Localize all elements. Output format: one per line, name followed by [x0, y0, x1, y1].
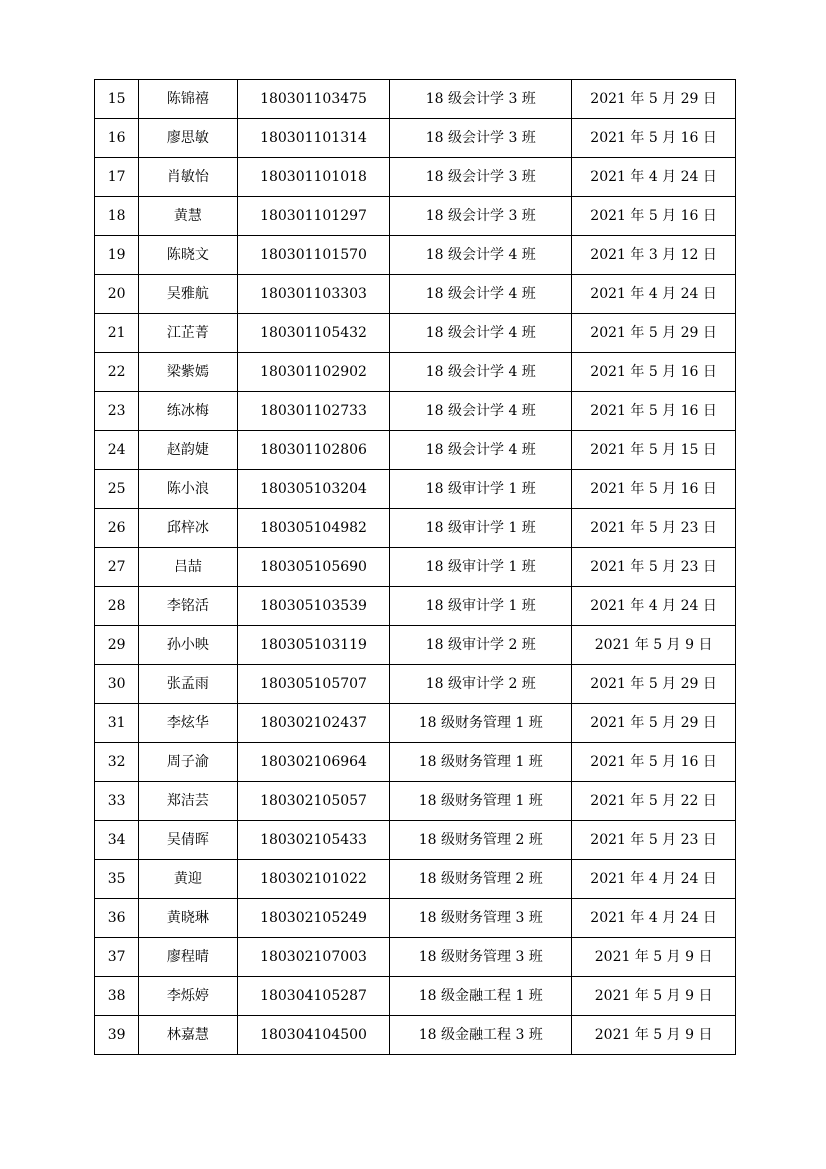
table-row [95, 899, 736, 938]
student-id-cell: 180305104982 [237, 509, 390, 548]
class-name-cell: 18 级金融工程 1 班 [390, 977, 572, 1016]
date-cell: 2021 年 5 月 23 日 [572, 548, 736, 587]
table-row [95, 626, 736, 665]
row-number-cell: 15 [95, 80, 139, 119]
student-name-cell: 陈晓文 [139, 236, 237, 275]
class-name-cell: 18 级会计学 4 班 [390, 431, 572, 470]
class-name-cell: 18 级会计学 3 班 [390, 80, 572, 119]
table-row [95, 782, 736, 821]
table-row [95, 236, 736, 275]
table-row [95, 431, 736, 470]
table-row [95, 197, 736, 236]
class-name-cell: 18 级会计学 4 班 [390, 236, 572, 275]
student-name-cell: 李烁婷 [139, 977, 237, 1016]
student-name-cell: 陈锦禧 [139, 80, 237, 119]
date-cell: 2021 年 4 月 24 日 [572, 587, 736, 626]
table-row [95, 1016, 736, 1055]
row-number-cell: 20 [95, 275, 139, 314]
class-name-cell: 18 级会计学 4 班 [390, 353, 572, 392]
row-number-cell: 32 [95, 743, 139, 782]
student-name-cell: 吕喆 [139, 548, 237, 587]
date-cell: 2021 年 5 月 16 日 [572, 353, 736, 392]
date-cell: 2021 年 5 月 16 日 [572, 197, 736, 236]
student-id-cell: 180305103204 [237, 470, 390, 509]
class-name-cell: 18 级审计学 1 班 [390, 470, 572, 509]
student-name-cell: 邱梓冰 [139, 509, 237, 548]
student-name-cell: 黄晓琳 [139, 899, 237, 938]
date-cell: 2021 年 5 月 23 日 [572, 821, 736, 860]
row-number-cell: 28 [95, 587, 139, 626]
date-cell: 2021 年 5 月 9 日 [572, 938, 736, 977]
date-cell: 2021 年 5 月 29 日 [572, 80, 736, 119]
student-id-cell: 180302102437 [237, 704, 390, 743]
row-number-cell: 33 [95, 782, 139, 821]
date-cell: 2021 年 5 月 16 日 [572, 119, 736, 158]
table-row [95, 938, 736, 977]
table-row [95, 977, 736, 1016]
row-number-cell: 24 [95, 431, 139, 470]
row-number-cell: 29 [95, 626, 139, 665]
row-number-cell: 34 [95, 821, 139, 860]
class-name-cell: 18 级会计学 4 班 [390, 275, 572, 314]
class-name-cell: 18 级财务管理 3 班 [390, 899, 572, 938]
date-cell: 2021 年 5 月 16 日 [572, 392, 736, 431]
student-id-cell: 180302106964 [237, 743, 390, 782]
student-id-cell: 180301101314 [237, 119, 390, 158]
date-cell: 2021 年 5 月 23 日 [572, 509, 736, 548]
row-number-cell: 25 [95, 470, 139, 509]
date-cell: 2021 年 5 月 9 日 [572, 1016, 736, 1055]
date-cell: 2021 年 5 月 22 日 [572, 782, 736, 821]
date-cell: 2021 年 5 月 29 日 [572, 704, 736, 743]
row-number-cell: 21 [95, 314, 139, 353]
student-name-cell: 李铭活 [139, 587, 237, 626]
table-row [95, 704, 736, 743]
student-id-cell: 180304105287 [237, 977, 390, 1016]
student-name-cell: 吴倩晖 [139, 821, 237, 860]
table-row [95, 860, 736, 899]
table-row [95, 275, 736, 314]
student-id-cell: 180301102806 [237, 431, 390, 470]
class-name-cell: 18 级财务管理 1 班 [390, 782, 572, 821]
table-row [95, 470, 736, 509]
student-name-cell: 黄迎 [139, 860, 237, 899]
student-name-cell: 廖程晴 [139, 938, 237, 977]
table-row [95, 548, 736, 587]
student-id-cell: 180302105249 [237, 899, 390, 938]
class-name-cell: 18 级审计学 1 班 [390, 509, 572, 548]
date-cell: 2021 年 4 月 24 日 [572, 860, 736, 899]
student-id-cell: 180304104500 [237, 1016, 390, 1055]
student-name-cell: 梁紫嫣 [139, 353, 237, 392]
student-name-cell: 练冰梅 [139, 392, 237, 431]
row-number-cell: 38 [95, 977, 139, 1016]
student-id-cell: 180305105690 [237, 548, 390, 587]
student-name-cell: 张孟雨 [139, 665, 237, 704]
class-name-cell: 18 级财务管理 2 班 [390, 860, 572, 899]
class-name-cell: 18 级财务管理 1 班 [390, 704, 572, 743]
student-id-cell: 180305103119 [237, 626, 390, 665]
student-id-cell: 180301103303 [237, 275, 390, 314]
row-number-cell: 36 [95, 899, 139, 938]
date-cell: 2021 年 4 月 24 日 [572, 158, 736, 197]
student-id-cell: 180302101022 [237, 860, 390, 899]
class-name-cell: 18 级会计学 3 班 [390, 119, 572, 158]
student-id-cell: 180302107003 [237, 938, 390, 977]
row-number-cell: 16 [95, 119, 139, 158]
row-number-cell: 18 [95, 197, 139, 236]
student-id-cell: 180301105432 [237, 314, 390, 353]
table-row [95, 314, 736, 353]
date-cell: 2021 年 3 月 12 日 [572, 236, 736, 275]
student-id-cell: 180302105433 [237, 821, 390, 860]
table-row [95, 119, 736, 158]
student-id-cell: 180301101297 [237, 197, 390, 236]
class-name-cell: 18 级会计学 4 班 [390, 314, 572, 353]
row-number-cell: 31 [95, 704, 139, 743]
table-row [95, 821, 736, 860]
row-number-cell: 22 [95, 353, 139, 392]
class-name-cell: 18 级财务管理 3 班 [390, 938, 572, 977]
student-name-cell: 吴雅航 [139, 275, 237, 314]
class-name-cell: 18 级金融工程 3 班 [390, 1016, 572, 1055]
class-name-cell: 18 级财务管理 1 班 [390, 743, 572, 782]
row-number-cell: 26 [95, 509, 139, 548]
student-table [94, 79, 736, 1055]
table-row [95, 743, 736, 782]
row-number-cell: 23 [95, 392, 139, 431]
row-number-cell: 35 [95, 860, 139, 899]
date-cell: 2021 年 5 月 29 日 [572, 314, 736, 353]
table-row [95, 392, 736, 431]
table-row [95, 587, 736, 626]
table-row [95, 80, 736, 119]
class-name-cell: 18 级审计学 2 班 [390, 626, 572, 665]
student-id-cell: 180301102902 [237, 353, 390, 392]
student-id-cell: 180301102733 [237, 392, 390, 431]
student-id-cell: 180301103475 [237, 80, 390, 119]
date-cell: 2021 年 5 月 9 日 [572, 977, 736, 1016]
row-number-cell: 27 [95, 548, 139, 587]
table-row [95, 509, 736, 548]
date-cell: 2021 年 5 月 9 日 [572, 626, 736, 665]
student-id-cell: 180302105057 [237, 782, 390, 821]
table-row [95, 665, 736, 704]
date-cell: 2021 年 4 月 24 日 [572, 275, 736, 314]
student-name-cell: 黄慧 [139, 197, 237, 236]
row-number-cell: 39 [95, 1016, 139, 1055]
row-number-cell: 17 [95, 158, 139, 197]
student-id-cell: 180301101018 [237, 158, 390, 197]
class-name-cell: 18 级审计学 1 班 [390, 548, 572, 587]
student-id-cell: 180301101570 [237, 236, 390, 275]
class-name-cell: 18 级会计学 3 班 [390, 197, 572, 236]
student-name-cell: 周子渝 [139, 743, 237, 782]
table-body [95, 80, 736, 1055]
date-cell: 2021 年 5 月 16 日 [572, 470, 736, 509]
student-name-cell: 肖敏怡 [139, 158, 237, 197]
date-cell: 2021 年 5 月 29 日 [572, 665, 736, 704]
student-name-cell: 孙小映 [139, 626, 237, 665]
row-number-cell: 30 [95, 665, 139, 704]
date-cell: 2021 年 5 月 15 日 [572, 431, 736, 470]
class-name-cell: 18 级会计学 4 班 [390, 392, 572, 431]
student-name-cell: 林嘉慧 [139, 1016, 237, 1055]
student-name-cell: 李炫华 [139, 704, 237, 743]
student-name-cell: 陈小浪 [139, 470, 237, 509]
student-name-cell: 江芷菁 [139, 314, 237, 353]
date-cell: 2021 年 4 月 24 日 [572, 899, 736, 938]
table-row [95, 353, 736, 392]
class-name-cell: 18 级审计学 2 班 [390, 665, 572, 704]
row-number-cell: 19 [95, 236, 139, 275]
class-name-cell: 18 级审计学 1 班 [390, 587, 572, 626]
student-name-cell: 廖思敏 [139, 119, 237, 158]
class-name-cell: 18 级财务管理 2 班 [390, 821, 572, 860]
student-name-cell: 赵韵婕 [139, 431, 237, 470]
student-id-cell: 180305105707 [237, 665, 390, 704]
student-name-cell: 郑洁芸 [139, 782, 237, 821]
table-row [95, 158, 736, 197]
date-cell: 2021 年 5 月 16 日 [572, 743, 736, 782]
student-id-cell: 180305103539 [237, 587, 390, 626]
row-number-cell: 37 [95, 938, 139, 977]
class-name-cell: 18 级会计学 3 班 [390, 158, 572, 197]
